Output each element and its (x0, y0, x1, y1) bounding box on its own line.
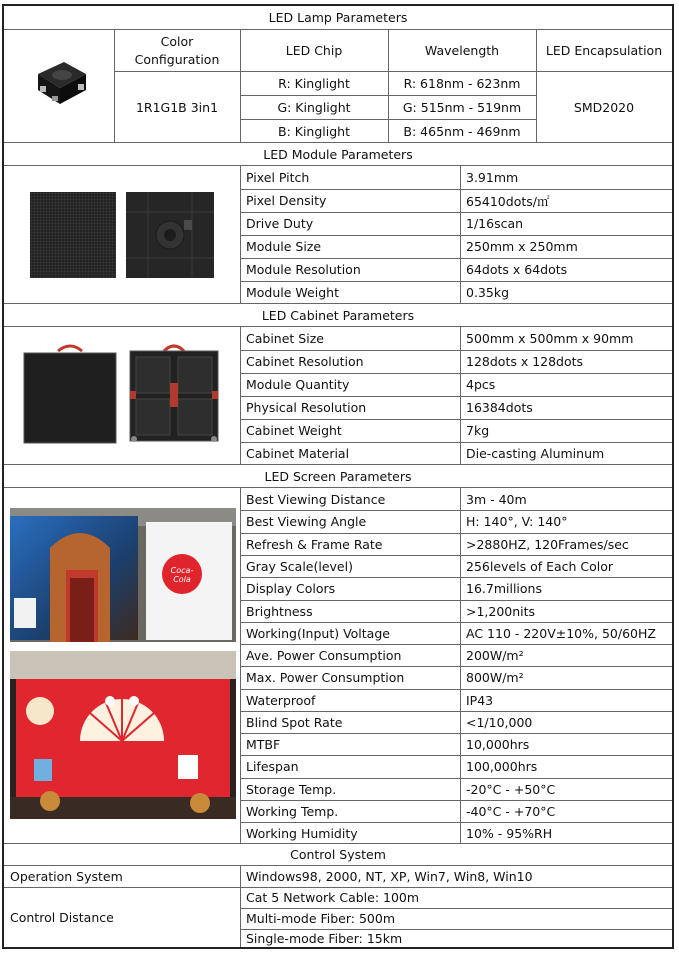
screen-value-9: IP43 (466, 692, 494, 708)
lamp-table (4, 30, 672, 143)
control-distance-label: Control Distance (10, 909, 114, 925)
module-label-3: Module Size (246, 239, 322, 254)
led-chip-header: LED Chip (285, 43, 343, 58)
chip-green: G: Kinglight (277, 99, 351, 115)
encapsulation-value: SMD2020 (573, 99, 635, 115)
screen-value-11: 10,000hrs (466, 736, 530, 752)
screen-label-3: Gray Scale(level) (246, 558, 353, 574)
screen-label-13: Storage Temp. (246, 781, 337, 797)
chip-blue: B: Kinglight (278, 123, 350, 139)
cabinet-label-1: Cabinet Resolution (246, 354, 364, 369)
control-section-header (4, 844, 672, 866)
module-value-1: 65410dots/㎡ (466, 193, 550, 209)
spec-sheet (2, 4, 674, 949)
screen-label-6: Working(Input) Voltage (246, 625, 390, 641)
color-configuration-value: 1R1G1B 3in1 (135, 99, 219, 115)
screen-value-4: 16.7millions (466, 581, 542, 596)
screen-label-12: Lifespan (246, 759, 299, 774)
cabinet-value-1: 128dots x 128dots (466, 354, 584, 369)
screen-label-1: Best Viewing Angle (246, 514, 367, 529)
module-value-2: 1/16scan (466, 216, 524, 231)
cabinet-value-5: Die-casting Aluminum (466, 446, 605, 461)
screen-label-7: Ave. Power Consumption (246, 647, 402, 663)
module-section-header (4, 143, 672, 166)
module-label-2: Drive Duty (246, 216, 314, 231)
cabinet-value-3: 16384dots (466, 400, 533, 415)
control-distance-cat5: Cat 5 Network Cable: 100m (246, 890, 420, 905)
screen-value-1: H: 140°, V: 140° (466, 514, 568, 529)
operation-system-value: Windows98, 2000, NT, XP, Win7, Win8, Win10 (246, 869, 533, 884)
screen-value-3: 256levels of Each Color (466, 558, 614, 574)
screen-value-5: >1,200nits (466, 603, 536, 619)
lamp-section-header (4, 6, 672, 30)
cabinet-value-4: 7kg (466, 423, 490, 438)
control-table (4, 866, 672, 947)
module-value-3: 250mm x 250mm (466, 239, 578, 254)
screen-value-10: <1/10,000 (466, 714, 533, 730)
wavelength-header: Wavelength (424, 43, 500, 58)
cabinet-label-5: Cabinet Material (246, 446, 350, 461)
wavelength-red: R: 618nm - 623nm (403, 75, 521, 91)
lamp-title: LED Lamp Parameters (268, 10, 408, 25)
screen-label-0: Best Viewing Distance (246, 491, 386, 507)
module-label-5: Module Weight (246, 285, 339, 300)
screen-value-8: 800W/m² (466, 670, 524, 685)
cabinet-label-3: Physical Resolution (246, 400, 367, 415)
module-label-0: Pixel Pitch (246, 170, 310, 185)
screen-value-15: 10% - 95%RH (466, 825, 553, 841)
screen-table (4, 488, 672, 844)
cabinet-back-image (126, 343, 222, 445)
encapsulation-header: LED Encapsulation (545, 43, 663, 58)
screen-value-14: -40°C - +70°C (466, 803, 556, 819)
operation-system-label: Operation System (10, 869, 123, 884)
cabinet-value-0: 500mm x 500mm x 90mm (466, 331, 634, 346)
control-distance-multimode: Multi-mode Fiber: 500m (246, 911, 396, 926)
module-label-4: Module Resolution (246, 262, 361, 277)
screen-label-15: Working Humidity (246, 825, 358, 841)
cabinet-table (4, 327, 672, 465)
screen-value-0: 3m - 40m (466, 491, 527, 507)
screen-value-7: 200W/m² (466, 647, 524, 663)
module-value-0: 3.91mm (466, 170, 519, 185)
cabinet-section-header (4, 304, 672, 327)
cabinet-label-0: Cabinet Size (246, 331, 324, 346)
cabinet-label-4: Cabinet Weight (246, 423, 342, 438)
chip-red: R: Kinglight (278, 75, 350, 91)
control-title: Control System (290, 847, 386, 862)
screen-value-2: >2880HZ, 120Frames/sec (466, 536, 629, 552)
screen-photo-indoor (10, 508, 236, 642)
wavelength-green: G: 515nm - 519nm (402, 99, 522, 115)
cabinet-title: LED Cabinet Parameters (261, 307, 415, 323)
color-configuration-header: Color Configuration (134, 33, 220, 67)
screen-label-4: Display Colors (246, 581, 336, 596)
cabinet-front-image (22, 343, 118, 445)
screen-label-11: MTBF (246, 736, 281, 752)
screen-photo-brand-text: Coca-Cola (170, 566, 194, 584)
screen-label-5: Brightness (246, 603, 313, 619)
wavelength-blue: B: 465nm - 469nm (403, 123, 521, 139)
control-distance-singlemode: Single-mode Fiber: 15km (246, 930, 403, 946)
module-label-1: Pixel Density (246, 193, 327, 208)
cabinet-value-2: 4pcs (466, 377, 496, 392)
module-value-5: 0.35kg (466, 285, 510, 300)
module-table (4, 166, 672, 304)
screen-value-13: -20°C - +50°C (466, 781, 556, 797)
screen-label-10: Blind Spot Rate (246, 714, 343, 730)
module-back-image (126, 192, 214, 278)
module-value-4: 64dots x 64dots (466, 262, 568, 277)
screen-label-9: Waterproof (246, 692, 316, 708)
screen-section-header (4, 465, 672, 488)
screen-label-8: Max. Power Consumption (246, 670, 405, 685)
module-title: LED Module Parameters (263, 146, 413, 162)
screen-label-2: Refresh & Frame Rate (246, 536, 383, 552)
led-chip-image (30, 52, 90, 110)
screen-photo-stage (10, 651, 236, 819)
screen-value-12: 100,000hrs (466, 759, 538, 774)
screen-title: LED Screen Parameters (264, 468, 412, 484)
screen-value-6: AC 110 - 220V±10%, 50/60HZ (466, 625, 656, 641)
module-front-image (30, 192, 116, 278)
cabinet-label-2: Module Quantity (246, 377, 350, 392)
screen-label-14: Working Temp. (246, 803, 339, 819)
